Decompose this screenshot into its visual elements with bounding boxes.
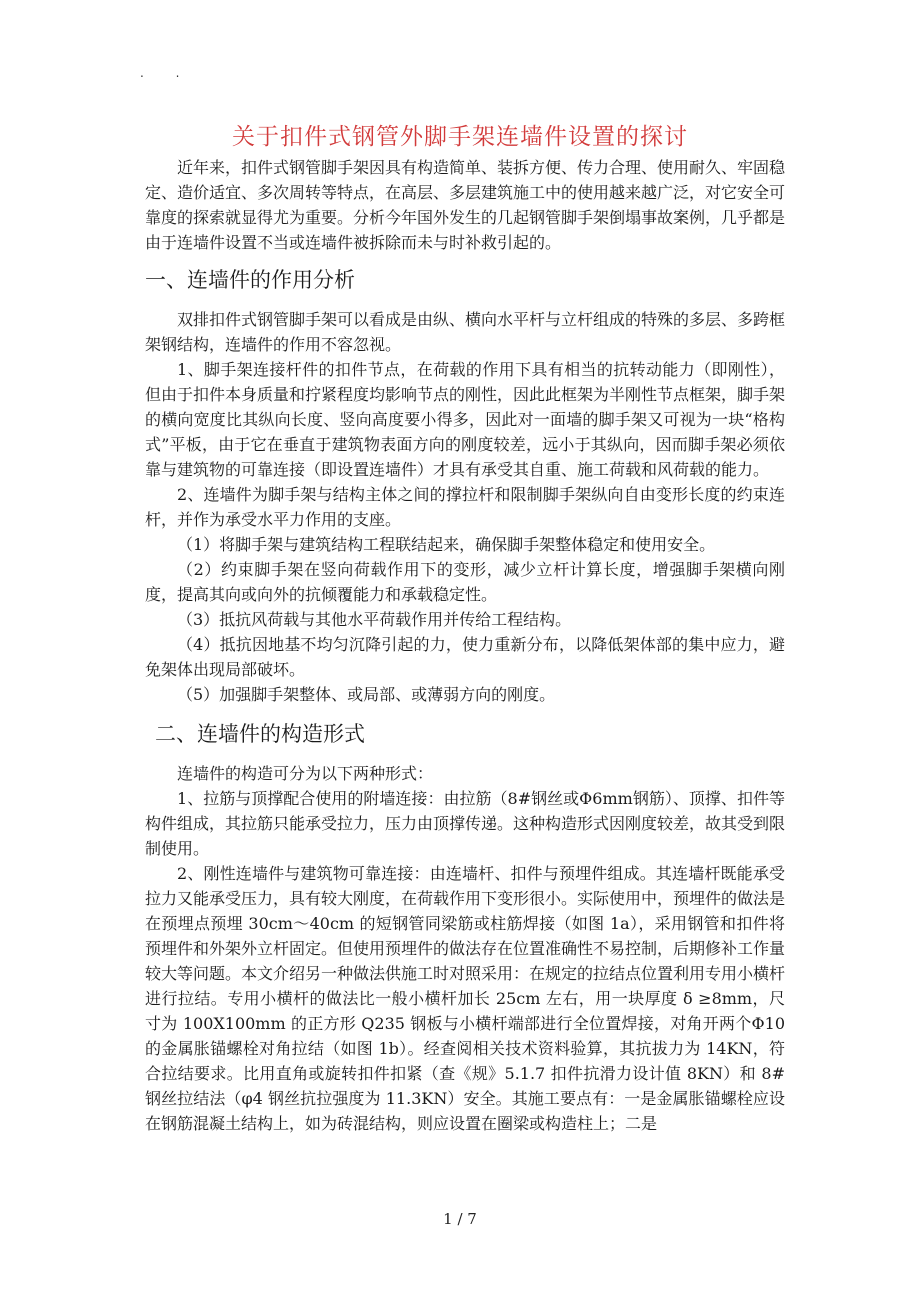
list-item: （2）约束脚手架在竖向荷载作用下的变形，减少立杆计算长度，增强脚手架横向刚度，提高其向或向外的抗倾覆能力和承载稳定性。: [145, 560, 785, 604]
paragraph: 2、刚性连墙件与建筑物可靠连接：由连墙杆、扣件与预埋件组成。其连墙杆既能承受拉力又能承受压力，具有较大刚度，在荷载作用下变形很小。实际使用中，预埋件的做法是在预埋点预埋 30cm～40cm 的短钢管同梁筋或柱筋焊接（如图 1a），采用钢管和扣件将预埋件和外架外立杆固定。但使用预埋件的做法存在位置准确性不易控制，后期修补工作量较大等问题。本文介绍另一种做法供施工时对照采用：在规定的拉结点位置利用专用小横杆进行拉结。专用小横杆的做法比一般小横杆加长 25cm 左右，用一块厚度 δ ≥8mm，尺寸为 100X100mm 的正方形 Q235 钢板与小横杆端部进行全位置焊接，对角开两个Φ10 的金属胀锚螺栓对角拉结（如图 1b）。经查阅相关技术资料验算，其抗拔力为 14KN，符合拉结要求。比用直角或旋转扣件扣紧（查《规》5.1.7 扣件抗滑力设计值 8KN）和 8#钢丝拉结法（φ4 钢丝抗拉强度为 11.3KN）安全。其施工要点有：一是金属胀锚螺栓应设在钢筋混凝土结构上，如为砖混结构，则应设置在圈梁或构造柱上；二是: [145, 864, 786, 1133]
paragraph: 连墙件的构造可分为以下两种形式：: [177, 764, 434, 783]
document-body: [145, 155, 785, 1136]
list-item: （4）抵抗因地基不均匀沉降引起的力，使力重新分布，以降低架体部的集中应力，避免架体出现局部破坏。: [145, 635, 785, 679]
document-title: 关于扣件式钢管外脚手架连墙件设置的探讨: [232, 124, 688, 150]
paragraph: 1、脚手架连接杆件的扣件节点，在荷载的作用下具有相当的抗转动能力（即刚性），但由于扣件本身质量和拧紧程度均影响节点的刚性，因此此框架为半刚性节点框架，脚手架的横向宽度比其纵向长度、竖向高度要小得多，因此对一面墙的脚手架又可视为一块“格构式”平板，由于它在垂直于建筑物表面方向的刚度较差，远小于其纵向，因而脚手架必须依靠与建筑物的可靠连接（即设置连墙件）才具有承受其自重、施工荷载和风荷载的能力。: [145, 360, 786, 479]
paragraph: 2、连墙件为脚手架与结构主体之间的撑拉杆和限制脚手架纵向自由变形长度的约束连杆，并作为承受水平力作用的支座。: [145, 485, 785, 529]
header-marks: . .: [140, 66, 194, 80]
list-item: （1）将脚手架与建筑结构工程联结起来，确保脚手架整体稳定和使用安全。: [177, 535, 716, 554]
page-number: 1 / 7: [443, 1210, 477, 1228]
paragraph: 1、拉筋与顶撑配合使用的附墙连接：由拉筋（8#钢丝或Φ6mm钢筋）、顶撑、扣件等构件组成，其拉筋只能承受拉力，压力由顶撑传递。这种构造形式因刚度较差，故其受到限制使用。: [145, 789, 786, 858]
list-item: （5）加强脚手架整体、或局部、或薄弱方向的刚度。: [177, 685, 556, 704]
paragraph: 双排扣件式钢管脚手架可以看成是由纵、横向水平杆与立杆组成的特殊的多层、多跨框架钢结构，连墙件的作用不容忽视。: [145, 310, 786, 354]
list-item: （3）抵抗风荷载与其他水平荷载作用并传给工程结构。: [177, 610, 572, 629]
section-heading-1: 一、连墙件的作用分析: [145, 268, 355, 292]
intro-paragraph: 近年来，扣件式钢管脚手架因具有构造简单、装拆方便、传力合理、使用耐久、牢固稳定、造价适宜、多次周转等特点，在高层、多层建筑施工中的使用越来越广泛，对它安全可靠度的探索就显得尤为重要。分析今年国外发生的几起钢管脚手架倒塌事故案例，几乎都是由于连墙件设置不当或连墙件被拆除而未与时补救引起的。: [145, 158, 786, 252]
section-heading-2: 二、连墙件的构造形式: [155, 722, 365, 746]
